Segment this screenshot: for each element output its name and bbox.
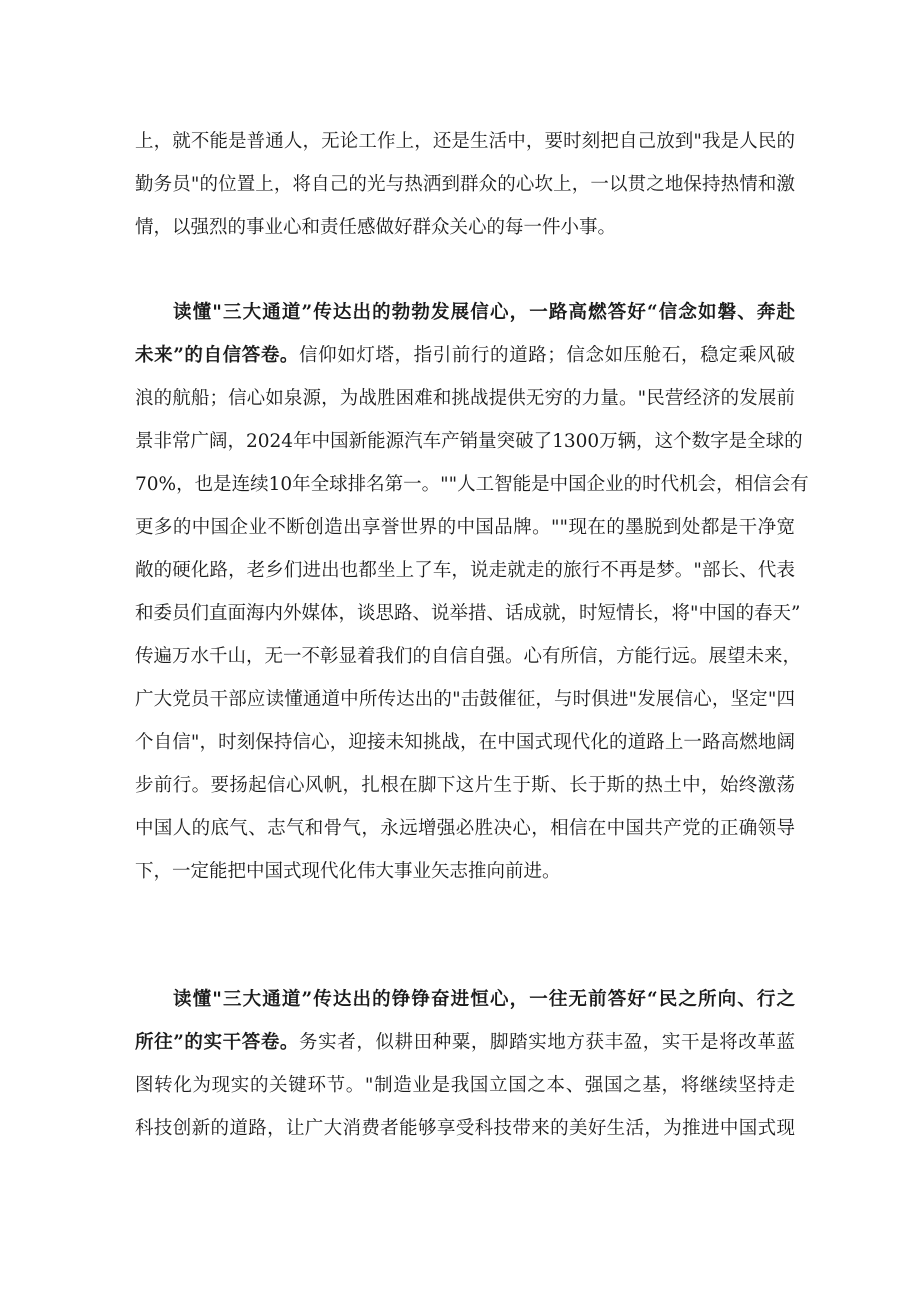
bold-heading-text: 未来”的自信答卷。	[135, 345, 300, 366]
paragraph-2	[135, 291, 809, 893]
text-line: 更多的中国企业不断创造出享誉世界的中国品牌。""现在的墨脱到处都是干净宽	[135, 517, 795, 538]
text-line-heading	[135, 291, 795, 334]
text-line: 敞的硬化路，老乡们进出也都坐上了车，说走就走的旅行不再是梦。"部长、代表	[135, 560, 795, 581]
text-line: 广大党员干部应读懂通道中所传达出的"击鼓催征，与时俱进"发展信心，坚定"四	[135, 689, 795, 710]
text-line: 浪的航船；信心如泉源，为战胜困难和挑战提供无穷的力量。"民营经济的发展前	[135, 388, 795, 409]
line-text: 务实者，似耕田种粟，脚踏实地方获丰盈，实干是将改革蓝	[299, 1032, 795, 1053]
bold-heading-text: 读懂"三大通道”传达出的铮铮奋进恒心，一往无前答好“民之所向、行之	[173, 989, 795, 1010]
bold-heading-text: 所往”的实干答卷。	[135, 1032, 300, 1053]
text-line: 上，就不能是普通人，无论工作上，还是生活中，要时刻把自己放到"我是人民的	[135, 131, 795, 152]
text-line: 下，一定能把中国式现代化伟大事业矢志推向前进。	[135, 861, 561, 882]
text-line-heading	[135, 334, 795, 377]
text-line: 科技创新的道路，让广大消费者能够享受科技带来的美好生活，为推进中国式现	[135, 1118, 795, 1139]
text-line: 传遍万水千山，无一不彰显着我们的自信自强。心有所信，方能行远。展望未来，	[135, 646, 802, 667]
text-line-heading	[135, 1021, 795, 1064]
bold-heading-text: 读懂"三大通道”传达出的勃勃发展信心，一路高燃答好“信念如磐、奔赴	[173, 302, 795, 323]
text-line-heading	[135, 978, 795, 1021]
paragraph-3	[135, 978, 795, 1150]
text-line: 景非常广阔，2024年中国新能源汽车产销量突破了1300万辆，这个数字是全球的	[135, 431, 803, 452]
text-line: 勤务员"的位置上，将自己的光与热洒到群众的心坎上，一以贯之地保持热情和激	[135, 174, 795, 195]
paragraph-1	[135, 120, 795, 249]
text-line: 70%，也是连续10年全球排名第一。""人工智能是中国企业的时代机会，相信会有	[135, 474, 809, 495]
text-line: 图转化为现实的关键环节。"制造业是我国立国之本、强国之基，将继续坚持走	[135, 1075, 795, 1096]
text-line: 中国人的底气、志气和骨气，永远增强必胜决心，相信在中国共产党的正确领导	[135, 818, 795, 839]
text-line: 步前行。要扬起信心风帆，扎根在脚下这片生于斯、长于斯的热土中，始终激荡	[135, 775, 795, 796]
text-line: 和委员们直面海内外媒体，谈思路、说举措、话成就，时短情长，将"中国的春天”	[135, 603, 801, 624]
text-line: 情，以强烈的事业心和责任感做好群众关心的每一件小事。	[135, 217, 617, 238]
text-line: 个自信"，时刻保持信心，迎接未知挑战，在中国式现代化的道路上一路高燃地阔	[135, 732, 795, 753]
line-text: 信仰如灯塔，指引前行的道路；信念如压舱石，稳定乘风破	[299, 345, 795, 366]
